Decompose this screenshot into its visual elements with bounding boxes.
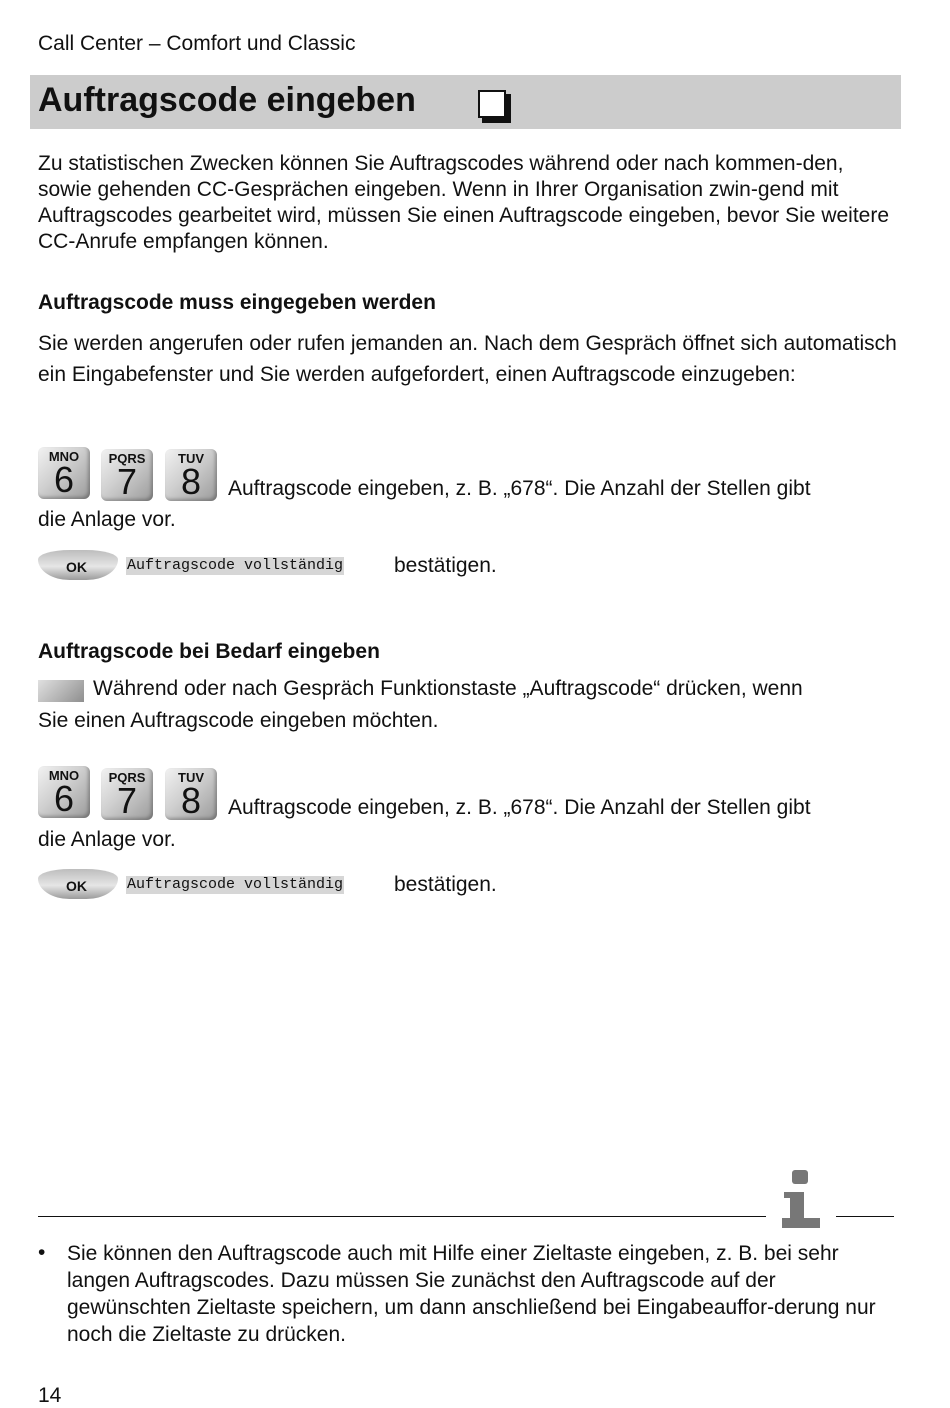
intro-paragraph: Zu statistischen Zwecken können Sie Auftragscodes während oder nach kommen-den, sowie gehenden CC-Gesprächen eingeben. Wenn in Ihrer Organisation zwin-gend mit Auftragscodes gearbeitet wird, müssen Sie einen Auftragscode eingeben, bevor Sie weitere CC-Anrufe empfangen können.: [38, 152, 890, 253]
key-letters: MNO: [48, 768, 80, 783]
running-header: Call Center – Comfort und Classic: [38, 32, 356, 55]
function-key-icon: [38, 680, 84, 702]
note-divider: [38, 1216, 766, 1217]
function-key-text: Während oder nach Gespräch Funktionstaste „Auftragscode“ drücken, wenn: [93, 677, 803, 700]
key-7: [101, 449, 153, 501]
key-letters: PQRS: [108, 770, 146, 785]
section-text-required: Sie werden angerufen oder rufen jemanden an. Nach dem Gespräch öffnet sich automatisch ein Eingabefenster und Sie werden aufgefordert, einen Auftragscode einzugeben:: [38, 332, 897, 386]
info-icon: [780, 1170, 824, 1232]
key-6: [38, 766, 90, 818]
page-title: Auftragscode eingeben: [38, 81, 416, 119]
checkbox-icon: [478, 90, 506, 118]
page-number: 14: [38, 1384, 62, 1407]
key-6: [38, 447, 90, 499]
key-digit: 7: [116, 780, 138, 821]
key-digit: 6: [53, 459, 75, 500]
note-bullet: •: [38, 1241, 46, 1264]
ok-key-label: OK: [66, 878, 87, 894]
keys-instruction: Auftragscode eingeben, z. B. „678“. Die Anzahl der Stellen gibt: [228, 796, 811, 819]
display-text: Auftragscode vollständig: [127, 876, 344, 893]
keys-instruction-cont: die Anlage vor.: [38, 828, 176, 851]
key-8: [165, 449, 217, 501]
key-digit: 7: [116, 461, 138, 502]
key-digit: 6: [53, 778, 75, 819]
section-heading-optional: Auftragscode bei Bedarf eingeben: [38, 640, 380, 663]
note-divider-right: [836, 1216, 894, 1217]
keys-instruction-cont: die Anlage vor.: [38, 508, 176, 531]
note-text: Sie können den Auftragscode auch mit Hilfe einer Zieltaste eingeben, z. B. bei sehr langen Auftragscodes. Dazu müssen Sie zunächst den Auftragscode auf der gewünschten Zieltaste speichern, um dann anschließend bei Eingabeauffor-derung nur noch die Zieltaste zu drücken.: [67, 1242, 876, 1346]
key-letters: PQRS: [108, 451, 146, 466]
confirm-text: bestätigen.: [394, 554, 497, 577]
ok-key: [38, 550, 118, 580]
confirm-text: bestätigen.: [394, 873, 497, 896]
key-digit: 8: [180, 461, 202, 502]
key-letters: TUV: [178, 770, 204, 785]
section-heading-required: Auftragscode muss eingegeben werden: [38, 291, 436, 314]
key-digit: 8: [180, 780, 202, 821]
keys-instruction: Auftragscode eingeben, z. B. „678“. Die Anzahl der Stellen gibt: [228, 477, 811, 500]
ok-key: [38, 869, 118, 899]
key-letters: TUV: [178, 451, 204, 466]
display-text: Auftragscode vollständig: [127, 557, 344, 574]
function-key-text-cont: Sie einen Auftragscode eingeben möchten.: [38, 709, 439, 732]
title-bar: [30, 75, 901, 129]
key-8: [165, 768, 217, 820]
ok-key-label: OK: [66, 559, 87, 575]
key-7: [101, 768, 153, 820]
key-letters: MNO: [48, 449, 80, 464]
